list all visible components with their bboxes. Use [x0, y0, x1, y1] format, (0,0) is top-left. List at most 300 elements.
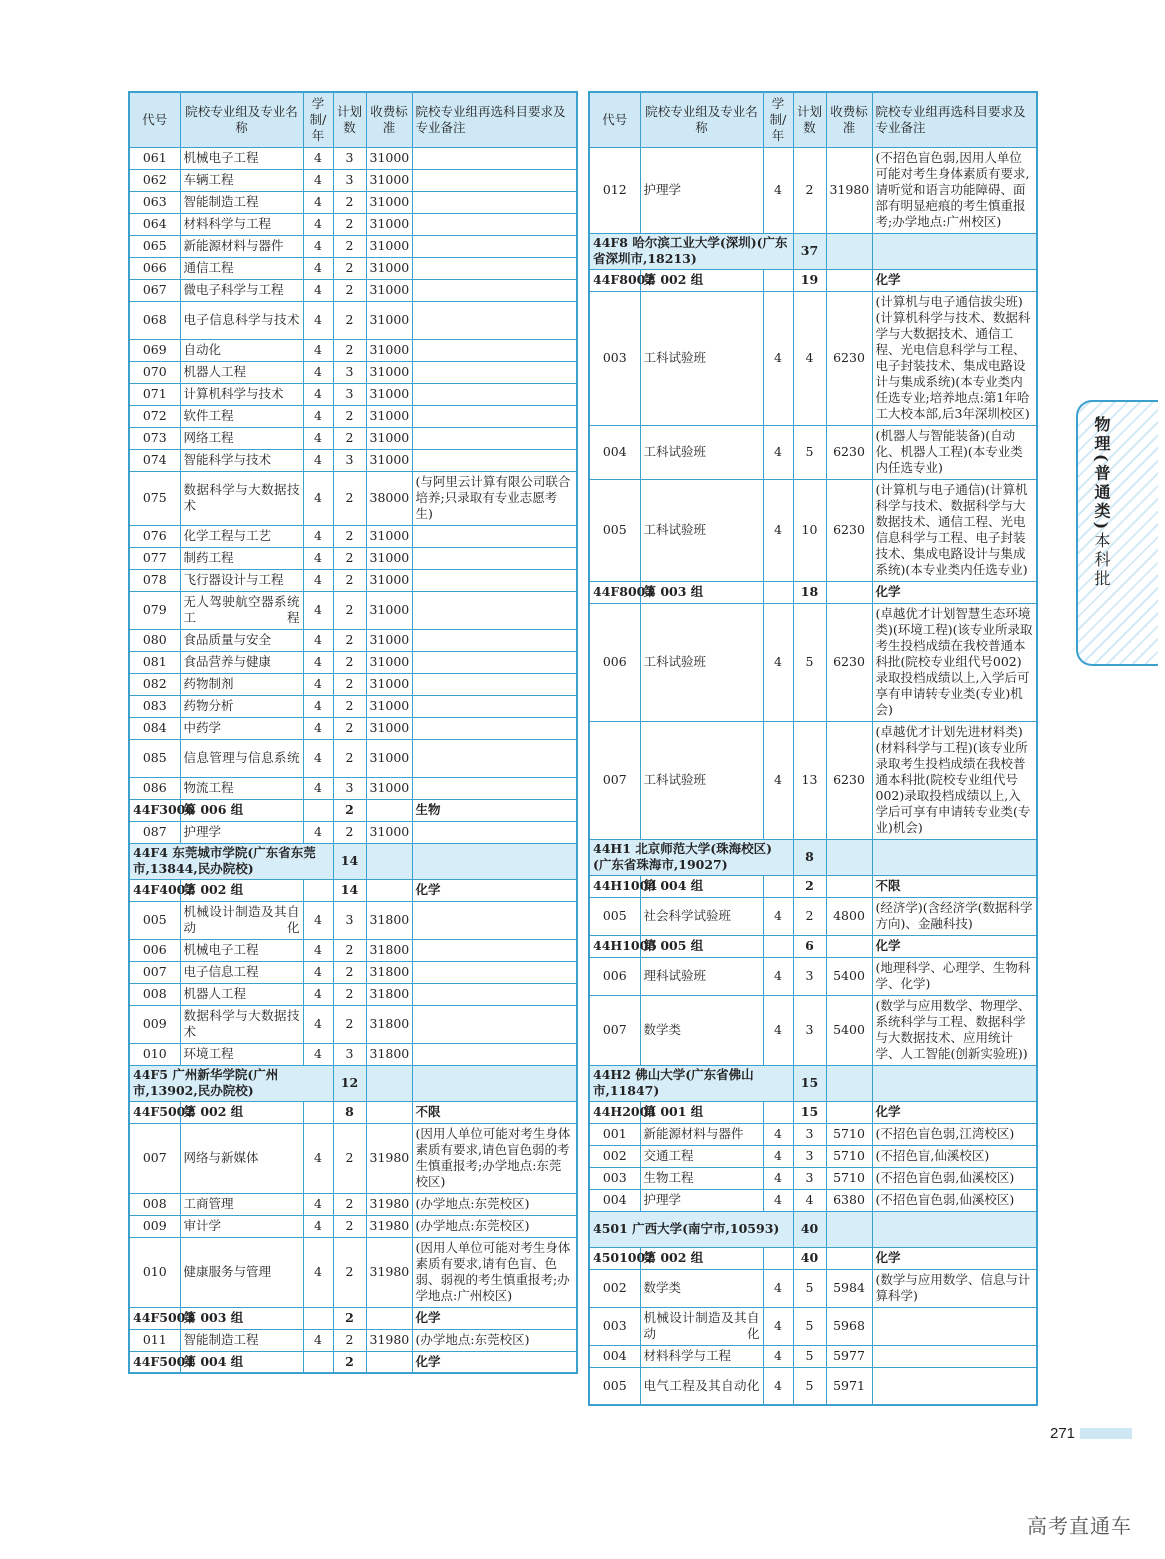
fee-cell: 5710	[826, 1145, 872, 1167]
major-note: (不招色盲色弱,因用人单位可能对考生身体素质有要求,请听觉和语言功能障碍、面部有明显疤痕的考生慎重报考;办学地点:广州校区)	[872, 147, 1037, 233]
major-code: 081	[129, 651, 180, 673]
major-code: 078	[129, 569, 180, 591]
major-row	[129, 405, 577, 427]
fee-cell: 31000	[366, 169, 412, 191]
group-code: 4501002	[589, 1247, 640, 1269]
years-cell: 4	[303, 983, 333, 1005]
major-note	[412, 547, 577, 569]
years-cell: 4	[303, 525, 333, 547]
years-cell: 4	[303, 339, 333, 361]
subject-requirement: 化学	[412, 1307, 577, 1329]
major-note	[412, 191, 577, 213]
years-cell: 4	[303, 235, 333, 257]
fee-cell: 31000	[366, 629, 412, 651]
plan-count: 2	[333, 629, 366, 651]
plan-count: 10	[793, 479, 826, 581]
major-name: 食品质量与安全	[180, 629, 303, 651]
years-cell: 4	[303, 547, 333, 569]
years-cell: 4	[763, 721, 793, 839]
major-note	[412, 939, 577, 961]
major-name: 机器人工程	[180, 361, 303, 383]
plan-count: 13	[793, 721, 826, 839]
years-cell: 4	[763, 1269, 793, 1307]
subject-requirement: 生物	[412, 799, 577, 821]
school-row	[589, 1211, 1037, 1247]
years-cell: 4	[303, 1329, 333, 1351]
plan-count: 2	[333, 1005, 366, 1043]
major-name: 药物分析	[180, 695, 303, 717]
major-name: 自动化	[180, 339, 303, 361]
fee-cell: 31000	[366, 547, 412, 569]
group-code: 44F8003	[589, 581, 640, 603]
major-code: 070	[129, 361, 180, 383]
major-row	[129, 1043, 577, 1065]
right-table-body	[589, 147, 1037, 1405]
major-name: 制药工程	[180, 547, 303, 569]
group-name: 第 005 组	[640, 935, 763, 957]
major-name: 电子信息科学与技术	[180, 301, 303, 339]
years-cell	[303, 879, 333, 901]
group-code: 44H2001	[589, 1101, 640, 1123]
admission-table-right	[588, 91, 1038, 1406]
group-name: 第 003 组	[640, 581, 763, 603]
school-name: 44H2 佛山大学(广东省佛山市,11847)	[589, 1065, 793, 1101]
major-name: 机械电子工程	[180, 147, 303, 169]
major-name: 护理学	[640, 147, 763, 233]
major-name: 网络工程	[180, 427, 303, 449]
plan-count: 2	[333, 591, 366, 629]
subject-requirement: 化学	[872, 581, 1037, 603]
major-name: 环境工程	[180, 1043, 303, 1065]
side-tab-label	[1090, 416, 1113, 589]
major-code: 005	[589, 897, 640, 935]
major-name: 智能制造工程	[180, 191, 303, 213]
years-cell: 4	[763, 479, 793, 581]
years-cell: 4	[303, 777, 333, 799]
major-code: 006	[589, 603, 640, 721]
plan-count: 3	[793, 1145, 826, 1167]
major-note	[412, 525, 577, 547]
major-code: 071	[129, 383, 180, 405]
fee-cell: 31000	[366, 569, 412, 591]
plan-count: 2	[333, 525, 366, 547]
fee-cell	[826, 233, 872, 269]
fee-cell	[366, 1101, 412, 1123]
group-name: 第 004 组	[180, 1351, 303, 1373]
major-code: 011	[129, 1329, 180, 1351]
group-name: 第 004 组	[640, 875, 763, 897]
group-code: 44F3006	[129, 799, 180, 821]
major-note: (计算机与电子通信)(计算机科学与技术、数据科学与大数据技术、通信工程、光电信息科学与工程、电子封装技术、集成电路设计与集成系统)(本专业类内任选专业)	[872, 479, 1037, 581]
group-name: 第 006 组	[180, 799, 303, 821]
fee-cell: 31000	[366, 191, 412, 213]
fee-cell	[366, 1351, 412, 1373]
major-row	[129, 901, 577, 939]
major-note: (卓越优才计划智慧生态环境类)(环境工程)(该专业所录取考生投档成绩在我校普通本科批(院校专业组代号002)录取投档成绩以上,入学后可享有申请转专业类(专业)机会)	[872, 603, 1037, 721]
plan-count: 6	[793, 935, 826, 957]
years-cell	[763, 269, 793, 291]
plan-count: 2	[793, 875, 826, 897]
side-tab-line2: (普通类)	[1092, 454, 1111, 533]
major-row	[589, 1307, 1037, 1345]
major-note	[412, 673, 577, 695]
years-cell: 4	[303, 673, 333, 695]
fee-cell: 31000	[366, 405, 412, 427]
years-cell: 4	[303, 279, 333, 301]
plan-count: 5	[793, 1269, 826, 1307]
fee-cell	[826, 1065, 872, 1101]
major-row	[589, 1345, 1037, 1367]
major-code: 003	[589, 1307, 640, 1345]
major-code: 063	[129, 191, 180, 213]
fee-cell: 31000	[366, 279, 412, 301]
major-row	[129, 777, 577, 799]
plan-count: 3	[333, 449, 366, 471]
plan-count: 18	[793, 581, 826, 603]
group-name: 第 001 组	[640, 1101, 763, 1123]
major-code: 006	[129, 939, 180, 961]
plan-count: 3	[333, 901, 366, 939]
major-note	[412, 361, 577, 383]
major-note	[412, 821, 577, 843]
plan-count: 14	[333, 843, 366, 879]
fee-cell: 31800	[366, 961, 412, 983]
major-code: 010	[129, 1043, 180, 1065]
major-row	[129, 739, 577, 777]
header-note: 院校专业组再选科目要求及专业备注	[872, 92, 1037, 147]
plan-count: 2	[793, 147, 826, 233]
note-cell	[872, 839, 1037, 875]
years-cell: 4	[303, 961, 333, 983]
major-row	[589, 425, 1037, 479]
major-name: 工科试验班	[640, 425, 763, 479]
fee-cell: 6230	[826, 603, 872, 721]
fee-cell	[366, 1307, 412, 1329]
major-name: 工科试验班	[640, 479, 763, 581]
major-code: 069	[129, 339, 180, 361]
plan-count: 2	[333, 427, 366, 449]
group-row	[129, 1351, 577, 1373]
years-cell: 4	[303, 629, 333, 651]
group-code: 44F8002	[589, 269, 640, 291]
years-cell: 4	[763, 1167, 793, 1189]
major-name: 理科试验班	[640, 957, 763, 995]
major-name: 车辆工程	[180, 169, 303, 191]
years-cell: 4	[303, 1005, 333, 1043]
plan-count: 12	[333, 1065, 366, 1101]
major-row	[129, 257, 577, 279]
group-row	[589, 581, 1037, 603]
fee-cell	[826, 935, 872, 957]
major-code: 003	[589, 1167, 640, 1189]
plan-count: 2	[333, 717, 366, 739]
years-cell: 4	[763, 1367, 793, 1405]
fee-cell: 31800	[366, 901, 412, 939]
major-name: 智能科学与技术	[180, 449, 303, 471]
plan-count: 2	[793, 897, 826, 935]
school-row	[589, 233, 1037, 269]
major-name: 药物制剂	[180, 673, 303, 695]
major-note	[412, 279, 577, 301]
major-row	[129, 821, 577, 843]
side-tab-line3: 本科批	[1092, 532, 1111, 590]
years-cell: 4	[303, 939, 333, 961]
header-code: 代号	[589, 92, 640, 147]
major-note	[412, 695, 577, 717]
plan-count: 2	[333, 257, 366, 279]
group-row	[129, 1307, 577, 1329]
group-name: 第 003 组	[180, 1307, 303, 1329]
school-name: 44H1 北京师范大学(珠海校区)(广东省珠海市,19027)	[589, 839, 793, 875]
plan-count: 2	[333, 1123, 366, 1193]
major-row	[129, 471, 577, 525]
major-row	[589, 1269, 1037, 1307]
major-note: (机器人与智能装备)(自动化、机器人工程)(本专业类内任选专业)	[872, 425, 1037, 479]
subject-requirement: 化学	[872, 935, 1037, 957]
page-number-bar	[1080, 1428, 1132, 1439]
years-cell: 4	[303, 591, 333, 629]
group-name: 第 002 组	[640, 1247, 763, 1269]
major-row	[129, 525, 577, 547]
plan-count: 2	[333, 739, 366, 777]
major-name: 智能制造工程	[180, 1329, 303, 1351]
fee-cell: 5710	[826, 1123, 872, 1145]
major-name: 社会科学试验班	[640, 897, 763, 935]
years-cell: 4	[763, 425, 793, 479]
fee-cell: 31000	[366, 651, 412, 673]
major-row	[589, 897, 1037, 935]
major-note: (因用人单位可能对考生身体素质有要求,请有色盲、色弱、弱视的考生慎重报考;办学地点:广州校区)	[412, 1237, 577, 1307]
fee-cell	[826, 1247, 872, 1269]
fee-cell: 31000	[366, 673, 412, 695]
section-side-tab	[1076, 400, 1158, 666]
group-name: 第 002 组	[180, 879, 303, 901]
major-code: 004	[589, 1345, 640, 1367]
plan-count: 19	[793, 269, 826, 291]
note-cell	[412, 843, 577, 879]
major-note	[412, 405, 577, 427]
major-name: 食品营养与健康	[180, 651, 303, 673]
major-note: (卓越优才计划先进材料类)(材料科学与工程)(该专业所录取考生投档成绩在我校普通本科批(院校专业组代号002)录取投档成绩以上,入学后可享有申请转专业类(专业)机会)	[872, 721, 1037, 839]
plan-count: 2	[333, 547, 366, 569]
fee-cell: 31000	[366, 591, 412, 629]
major-row	[589, 1189, 1037, 1211]
group-code: 44F5003	[129, 1307, 180, 1329]
plan-count: 5	[793, 603, 826, 721]
years-cell: 4	[303, 1043, 333, 1065]
major-name: 工科试验班	[640, 603, 763, 721]
major-code: 064	[129, 213, 180, 235]
years-cell: 4	[763, 1123, 793, 1145]
years-cell: 4	[303, 821, 333, 843]
fee-cell: 31000	[366, 777, 412, 799]
years-cell: 4	[303, 651, 333, 673]
major-code: 061	[129, 147, 180, 169]
major-row	[129, 301, 577, 339]
major-code: 085	[129, 739, 180, 777]
subject-requirement: 化学	[872, 1247, 1037, 1269]
fee-cell: 31000	[366, 821, 412, 843]
major-note: (计算机与电子通信拔尖班)(计算机科学与技术、数据科学与大数据技术、通信工程、光电信息科学与工程、电子封装技术、集成电路设计与集成系统)(本专业类内任选专业;培养地点:第1年哈工大校本部,后3年深圳校区)	[872, 291, 1037, 425]
plan-count: 3	[333, 361, 366, 383]
major-row	[589, 1167, 1037, 1189]
subject-requirement: 不限	[412, 1101, 577, 1123]
school-name: 44F8 哈尔滨工业大学(深圳)(广东省深圳市,18213)	[589, 233, 793, 269]
major-code: 067	[129, 279, 180, 301]
major-note: (数学与应用数学、物理学、系统科学与工程、数据科学与大数据技术、应用统计学、人工智能(创新实验班))	[872, 995, 1037, 1065]
school-name: 44F5 广州新华学院(广州市,13902,民办院校)	[129, 1065, 333, 1101]
major-name: 计算机科学与技术	[180, 383, 303, 405]
major-note	[412, 739, 577, 777]
years-cell	[763, 1101, 793, 1123]
fee-cell	[826, 581, 872, 603]
major-note: (数学与应用数学、信息与计算科学)	[872, 1269, 1037, 1307]
major-code: 065	[129, 235, 180, 257]
major-note: (不招色盲,仙溪校区)	[872, 1145, 1037, 1167]
major-note	[412, 213, 577, 235]
fee-cell	[366, 879, 412, 901]
major-row	[129, 213, 577, 235]
fee-cell: 31000	[366, 739, 412, 777]
major-row	[589, 1367, 1037, 1405]
plan-count: 2	[333, 1351, 366, 1373]
years-cell: 4	[763, 147, 793, 233]
major-row	[589, 995, 1037, 1065]
major-code: 008	[129, 983, 180, 1005]
major-row	[589, 721, 1037, 839]
major-name: 生物工程	[640, 1167, 763, 1189]
major-name: 工科试验班	[640, 721, 763, 839]
years-cell: 4	[303, 717, 333, 739]
plan-count: 2	[333, 191, 366, 213]
years-cell: 4	[303, 695, 333, 717]
school-name: 4501 广西大学(南宁市,10593)	[589, 1211, 793, 1247]
fee-cell: 31000	[366, 235, 412, 257]
major-code: 005	[589, 479, 640, 581]
major-code: 007	[129, 961, 180, 983]
school-name: 44F4 东莞城市学院(广东省东莞市,13844,民办院校)	[129, 843, 333, 879]
major-note	[412, 717, 577, 739]
major-row	[129, 1329, 577, 1351]
major-row	[129, 1215, 577, 1237]
plan-count: 14	[333, 879, 366, 901]
major-name: 中药学	[180, 717, 303, 739]
fee-cell: 6230	[826, 479, 872, 581]
fee-cell	[826, 1211, 872, 1247]
major-row	[129, 1005, 577, 1043]
fee-cell: 31000	[366, 361, 412, 383]
major-note	[412, 235, 577, 257]
major-row	[129, 961, 577, 983]
years-cell: 4	[763, 1307, 793, 1345]
major-note	[412, 449, 577, 471]
group-row	[589, 1101, 1037, 1123]
header-note: 院校专业组再选科目要求及专业备注	[412, 92, 577, 147]
subject-requirement: 化学	[412, 1351, 577, 1373]
header-name: 院校专业组及专业名称	[640, 92, 763, 147]
fee-cell: 31000	[366, 339, 412, 361]
major-row	[129, 983, 577, 1005]
major-row	[129, 191, 577, 213]
fee-cell: 31980	[366, 1193, 412, 1215]
major-name: 电气工程及其自动化	[640, 1367, 763, 1405]
major-row	[589, 1123, 1037, 1145]
fee-cell: 5710	[826, 1167, 872, 1189]
major-name: 化学工程与工艺	[180, 525, 303, 547]
fee-cell: 38000	[366, 471, 412, 525]
years-cell: 4	[763, 1345, 793, 1367]
fee-cell: 4800	[826, 897, 872, 935]
major-row	[129, 591, 577, 629]
plan-count: 3	[793, 1123, 826, 1145]
major-row	[589, 291, 1037, 425]
major-code: 009	[129, 1215, 180, 1237]
plan-count: 2	[333, 939, 366, 961]
watermark-text: 高考直通车	[1027, 1514, 1132, 1538]
major-note	[412, 629, 577, 651]
major-row	[129, 629, 577, 651]
major-code: 005	[129, 901, 180, 939]
major-note	[412, 569, 577, 591]
major-code: 080	[129, 629, 180, 651]
major-code: 006	[589, 957, 640, 995]
major-note	[412, 961, 577, 983]
fee-cell: 31000	[366, 427, 412, 449]
years-cell: 4	[303, 1237, 333, 1307]
major-row	[129, 1193, 577, 1215]
years-cell: 4	[303, 1193, 333, 1215]
major-name: 健康服务与管理	[180, 1237, 303, 1307]
plan-count: 5	[793, 1367, 826, 1405]
years-cell	[303, 1101, 333, 1123]
plan-count: 2	[333, 1237, 366, 1307]
plan-count: 2	[333, 569, 366, 591]
header-years: 学制/年	[763, 92, 793, 147]
major-row	[129, 383, 577, 405]
major-name: 微电子科学与工程	[180, 279, 303, 301]
years-cell: 4	[303, 569, 333, 591]
fee-cell: 31800	[366, 1005, 412, 1043]
plan-count: 2	[333, 821, 366, 843]
major-note	[412, 777, 577, 799]
note-cell	[412, 1065, 577, 1101]
major-code: 082	[129, 673, 180, 695]
note-cell	[872, 1211, 1037, 1247]
subject-requirement: 不限	[872, 875, 1037, 897]
years-cell: 4	[763, 1189, 793, 1211]
fee-cell	[826, 1101, 872, 1123]
major-note: (与阿里云计算有限公司联合培养;只录取有专业志愿考生)	[412, 471, 577, 525]
group-row	[129, 799, 577, 821]
major-row	[129, 235, 577, 257]
major-row	[589, 479, 1037, 581]
major-name: 数据科学与大数据技术	[180, 1005, 303, 1043]
header-plan: 计划数	[333, 92, 366, 147]
plan-count: 8	[333, 1101, 366, 1123]
fee-cell: 5984	[826, 1269, 872, 1307]
header-years: 学制/年	[303, 92, 333, 147]
group-row	[589, 935, 1037, 957]
major-name: 机械设计制造及其自动化	[640, 1307, 763, 1345]
fee-cell	[826, 875, 872, 897]
plan-count: 2	[333, 301, 366, 339]
major-note	[412, 1043, 577, 1065]
major-row	[129, 1123, 577, 1193]
fee-cell: 31980	[826, 147, 872, 233]
years-cell: 4	[763, 995, 793, 1065]
group-name: 第 002 组	[640, 269, 763, 291]
major-note	[412, 339, 577, 361]
